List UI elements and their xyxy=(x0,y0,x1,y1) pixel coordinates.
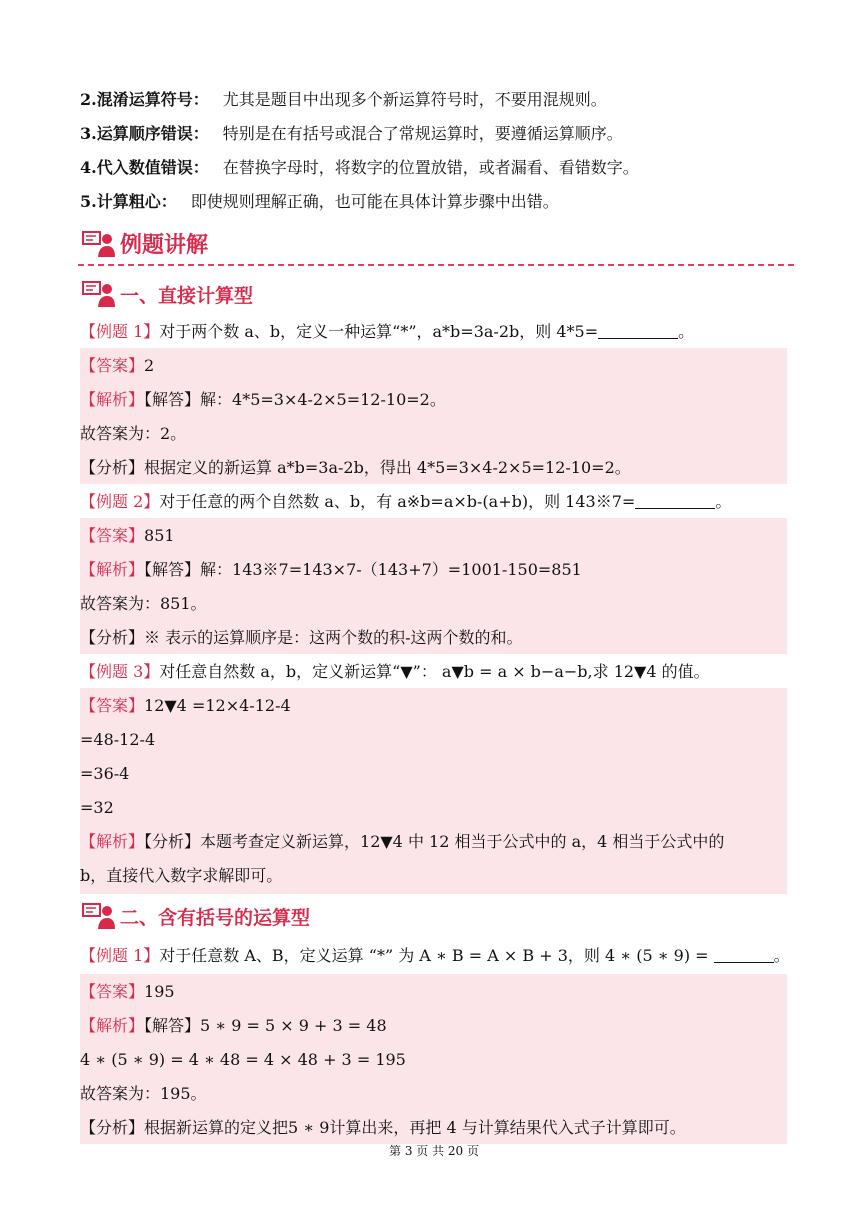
fenxi-line xyxy=(80,628,523,648)
example-tag: 【例题 1】 xyxy=(80,946,160,965)
calc-line: 4 ∗ (5 ∗ 9) = 4 ∗ 48 = 4 × 48 + 3 = 195 xyxy=(80,1050,406,1069)
analysis-line xyxy=(80,390,446,410)
question-text: 对于任意数 A、B，定义运算 “*” 为 A ∗ B = A × B + 3，则 4 ∗ (5 ∗ 9) = xyxy=(159,946,714,965)
analysis-text: 【解答】解：143※7=143×7-（143+7）=1001-150=851 xyxy=(144,560,582,579)
example-tag: 【例题 1】 xyxy=(80,322,160,341)
question-text: 对任意自然数 a，b，定义新运算“▼”： a▼b = a × b−a−b,求 12▼4 的值。 xyxy=(159,662,710,681)
question-end: 。 xyxy=(773,946,790,965)
mistake-title: 2.混淆运算符号： xyxy=(80,90,209,109)
example-2-question xyxy=(80,492,731,512)
answer-value: 2 xyxy=(144,356,155,375)
teacher-icon xyxy=(82,230,116,258)
fenxi-tag: 【分析】 xyxy=(80,628,145,647)
analysis-text: 【分析】本题考查定义新运算，12▼4 中 12 相当于公式中的 a，4 相当于公式中的 xyxy=(144,832,725,851)
conclusion-line: 故答案为：851。 xyxy=(80,594,207,613)
step-line: =32 xyxy=(80,798,114,817)
analysis-tag: 【解析】 xyxy=(80,560,145,579)
question-end: 。 xyxy=(678,322,695,341)
analysis-tag: 【解析】 xyxy=(80,390,145,409)
mistake-5 xyxy=(80,192,559,212)
question-text: 对于两个数 a、b，定义一种运算“*”，a*b=3a-2b，则 4*5= xyxy=(159,322,599,341)
analysis-line xyxy=(80,1016,387,1036)
section-heading xyxy=(82,228,208,259)
mistake-title: 5.计算粗心： xyxy=(80,192,177,211)
analysis-text: 【解答】5 ∗ 9 = 5 × 9 + 3 = 48 xyxy=(144,1016,387,1035)
answer-tag: 【答案】 xyxy=(80,526,145,545)
answer-tag: 【答案】 xyxy=(80,982,145,1001)
page-footer: 第 3 页 共 20 页 xyxy=(389,1144,479,1158)
analysis-line xyxy=(80,560,582,580)
mistake-text: 在替换字母时，将数字的位置放错，或者漏看、看错数字。 xyxy=(222,158,639,177)
example-3-question xyxy=(80,662,710,682)
example-3-answer-box xyxy=(80,688,787,894)
answer-tag: 【答案】 xyxy=(80,696,145,715)
mistake-title: 3.运算顺序错误： xyxy=(80,124,209,143)
type2-heading xyxy=(82,902,310,930)
answer-blank xyxy=(598,322,678,339)
answer-line xyxy=(80,526,175,546)
fenxi-line xyxy=(80,1118,686,1138)
fenxi-text: ※ 表示的运算顺序是：这两个数的积-这两个数的和。 xyxy=(144,628,523,647)
answer-value: 195 xyxy=(144,982,175,1001)
answer-line xyxy=(80,356,154,376)
answer-value: 851 xyxy=(144,526,175,545)
type1-title: 一、直接计算型 xyxy=(120,284,254,307)
fenxi-tag: 【分析】 xyxy=(80,458,145,477)
mistake-4 xyxy=(80,158,639,178)
answer-tag: 【答案】 xyxy=(80,356,145,375)
example-tag: 【例题 3】 xyxy=(80,662,160,681)
example-1-question xyxy=(80,322,694,342)
analysis-text: 【解答】解：4*5=3×4-2×5=12-10=2。 xyxy=(144,390,446,409)
answer-line xyxy=(80,696,291,716)
step-line: =36-4 xyxy=(80,764,130,783)
conclusion-line: 故答案为：195。 xyxy=(80,1084,207,1103)
fenxi-text: 根据新运算的定义把5 ∗ 9计算出来，再把 4 与计算结果代入式子计算即可。 xyxy=(144,1118,686,1137)
conclusion-line: 故答案为：2。 xyxy=(80,424,187,443)
mistake-title: 4.代入数值错误： xyxy=(80,158,209,177)
fenxi-tag: 【分析】 xyxy=(80,1118,145,1137)
answer-blank xyxy=(635,492,715,509)
question-text: 对于任意的两个自然数 a、b，有 a※b=a×b-(a+b)，则 143※7= xyxy=(159,492,636,511)
analysis-line-2: b，直接代入数字求解即可。 xyxy=(80,866,283,885)
mistake-2 xyxy=(80,90,607,110)
answer-line xyxy=(80,982,175,1002)
analysis-tag: 【解析】 xyxy=(80,832,145,851)
step-line: =48-12-4 xyxy=(80,730,156,749)
mistake-text: 即使规则理解正确，也可能在具体计算步骤中出错。 xyxy=(190,192,559,211)
question-end: 。 xyxy=(715,492,732,511)
analysis-line xyxy=(80,832,724,852)
type2-title: 二、含有括号的运算型 xyxy=(120,906,311,929)
mistake-3 xyxy=(80,124,623,144)
type2-example-1-question xyxy=(80,946,790,966)
type1-heading xyxy=(82,280,253,308)
mistake-text: 尤其是题目中出现多个新运算符号时，不要用混规则。 xyxy=(222,90,607,109)
teacher-icon xyxy=(82,280,116,308)
fenxi-line xyxy=(80,458,631,478)
analysis-tag: 【解析】 xyxy=(80,1016,145,1035)
dashed-divider xyxy=(78,264,794,266)
example-tag: 【例题 2】 xyxy=(80,492,160,511)
section-title: 例题讲解 xyxy=(120,233,209,258)
teacher-icon xyxy=(82,902,116,930)
answer-blank xyxy=(714,946,774,963)
fenxi-text: 根据定义的新运算 a*b=3a-2b，得出 4*5=3×4-2×5=12-10=2。 xyxy=(144,458,631,477)
answer-value: 12▼4 =12×4-12-4 xyxy=(144,696,291,715)
mistake-text: 特别是在有括号或混合了常规运算时，要遵循运算顺序。 xyxy=(222,124,623,143)
